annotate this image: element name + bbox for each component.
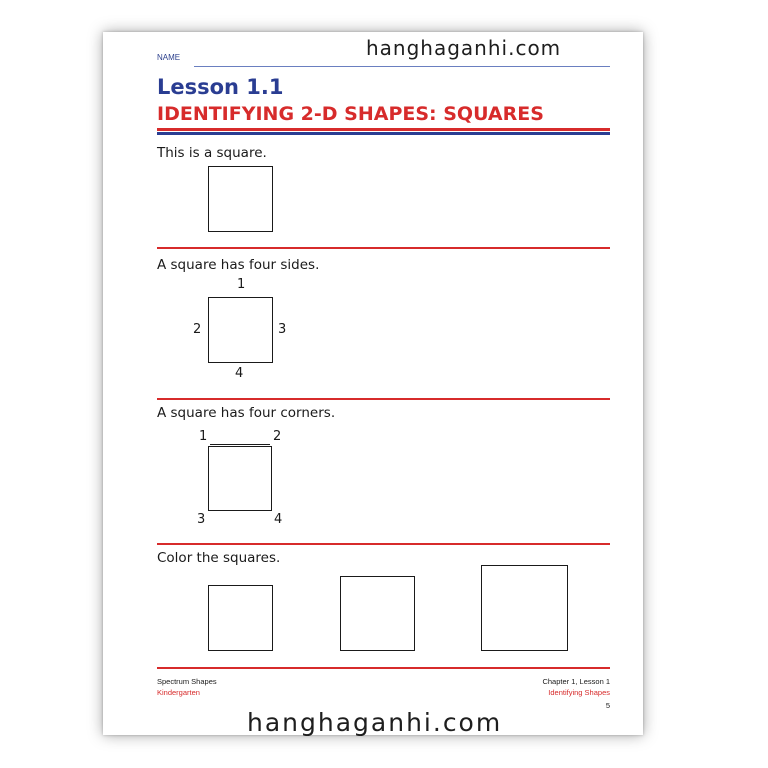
name-label: NAME — [157, 53, 181, 62]
footer-lesson-topic: Identifying Shapes — [548, 688, 610, 697]
color-square-medium[interactable] — [340, 576, 415, 651]
sides-square — [208, 297, 273, 363]
lesson-title: IDENTIFYING 2-D SHAPES: SQUARES — [157, 103, 544, 125]
footer-divider — [157, 667, 610, 669]
example-square — [208, 166, 273, 232]
corner-label-bottom-left: 3 — [197, 512, 206, 527]
side-label-bottom: 4 — [235, 366, 244, 381]
corner-label-bottom-right: 4 — [274, 512, 283, 527]
footer-book-title: Spectrum Shapes — [157, 677, 217, 686]
corner-label-top-right: 2 — [273, 429, 282, 444]
section-3-text: A square has four corners. — [157, 405, 336, 421]
section-divider-2 — [157, 398, 610, 400]
footer-grade: Kindergarten — [157, 688, 200, 697]
side-label-right: 3 — [278, 322, 287, 337]
section-1-text: This is a square. — [157, 145, 267, 161]
watermark-top: hanghaganhi.com — [366, 36, 562, 60]
name-write-line — [194, 66, 610, 67]
section-2-text: A square has four sides. — [157, 257, 320, 273]
corner-top-line — [210, 444, 270, 445]
section-4-text: Color the squares. — [157, 550, 281, 566]
side-label-left: 2 — [193, 322, 202, 337]
color-square-large[interactable] — [481, 565, 568, 651]
corner-label-top-left: 1 — [199, 429, 208, 444]
lesson-number: Lesson 1.1 — [157, 75, 284, 99]
section-divider-1 — [157, 247, 610, 249]
footer-chapter: Chapter 1, Lesson 1 — [542, 677, 610, 686]
title-rule-red — [157, 128, 610, 131]
watermark-bottom: hanghaganhi.com — [247, 708, 503, 737]
color-square-small[interactable] — [208, 585, 273, 651]
side-label-top: 1 — [237, 277, 246, 292]
page-number: 5 — [605, 701, 610, 710]
corners-square — [208, 446, 272, 511]
section-divider-3 — [157, 543, 610, 545]
title-rule-blue — [157, 132, 610, 135]
